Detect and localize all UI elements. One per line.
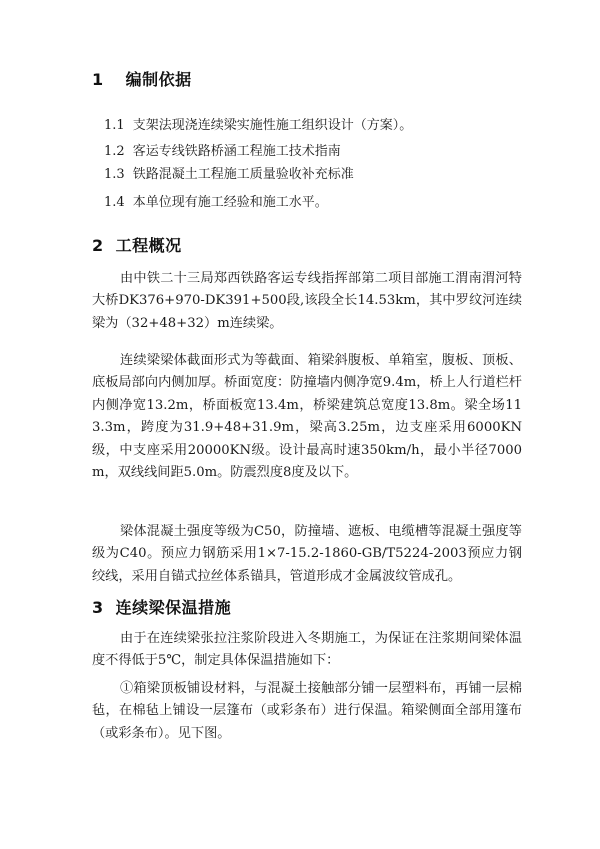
- section-title: 连续梁保温措施: [115, 598, 232, 617]
- item-text: 客运专线铁路桥涵工程施工技术指南: [132, 144, 341, 159]
- basis-item-3: [104, 163, 354, 182]
- item-text: 本单位现有施工经验和施工水平。: [132, 195, 328, 210]
- section-heading-1: [92, 67, 192, 90]
- section-number: 3: [92, 598, 104, 617]
- item-text: 支架法现浇连续梁实施性施工组织设计（方案）。: [132, 118, 413, 133]
- section-heading-2: [92, 233, 182, 256]
- insulation-paragraph-2: ①箱梁顶板铺设材料，与混凝土接触部分铺一层塑料布，再铺一层棉毡，在棉毡上铺设一层篷布（或彩条布）进行保温。箱梁侧面全部用篷布（或彩条布）。见下图。: [92, 681, 522, 741]
- item-number: 1.3: [104, 167, 125, 182]
- section-number: 2: [92, 236, 104, 255]
- insulation-paragraph-1: 由于在连续梁张拉注浆阶段进入冬期施工，为保证在注浆期间梁体温度不得低于5℃，制定具体保温措施如下：: [92, 631, 522, 669]
- basis-item-4: [104, 191, 328, 210]
- section-title: 编制依据: [125, 70, 192, 89]
- section-number: 1: [92, 70, 104, 89]
- overview-paragraph-2: 连续梁梁体截面形式为等截面、箱梁斜腹板、单箱室，腹板、顶板、底板局部向内侧加厚。桥面宽度：防撞墙内侧净宽9.4m，桥上人行道栏杆内侧净宽13.2m，桥面板宽13.4m，桥梁建筑总宽度13.8m。梁全场113.3m，跨度为31.9+48+31.9m，梁高3.25m，边支座采用6000KN级，中支座采用20000KN级。设计最高时速350km/h，最小半径7000m，双线线间距5.0m。防震烈度8度及以下。: [92, 353, 522, 481]
- overview-paragraph-3: 梁体混凝土强度等级为C50，防撞墙、遮板、电缆槽等混凝土强度等级为C40。预应力钢筋采用1×7-15.2-1860-GB/T5224-2003预应力钢绞线，采用自锚式拉丝体系锚具，管道形成才金属波纹管成孔。: [92, 524, 522, 584]
- item-number: 1.1: [104, 118, 125, 133]
- item-number: 1.2: [104, 144, 125, 159]
- item-text: 铁路混凝土工程施工质量验收补充标准: [132, 167, 354, 182]
- section-title: 工程概况: [115, 236, 182, 255]
- overview-paragraph-1: 由中铁二十三局郑西铁路客运专线指挥部第二项目部施工渭南渭河特大桥DK376+970-DK391+500段,该段全长14.53km，其中罗纹河连续梁为（32+48+32）m连续梁。: [92, 271, 522, 331]
- basis-item-1: [104, 114, 412, 133]
- item-number: 1.4: [104, 195, 125, 210]
- basis-item-2: [104, 140, 341, 159]
- section-heading-3: [92, 595, 231, 618]
